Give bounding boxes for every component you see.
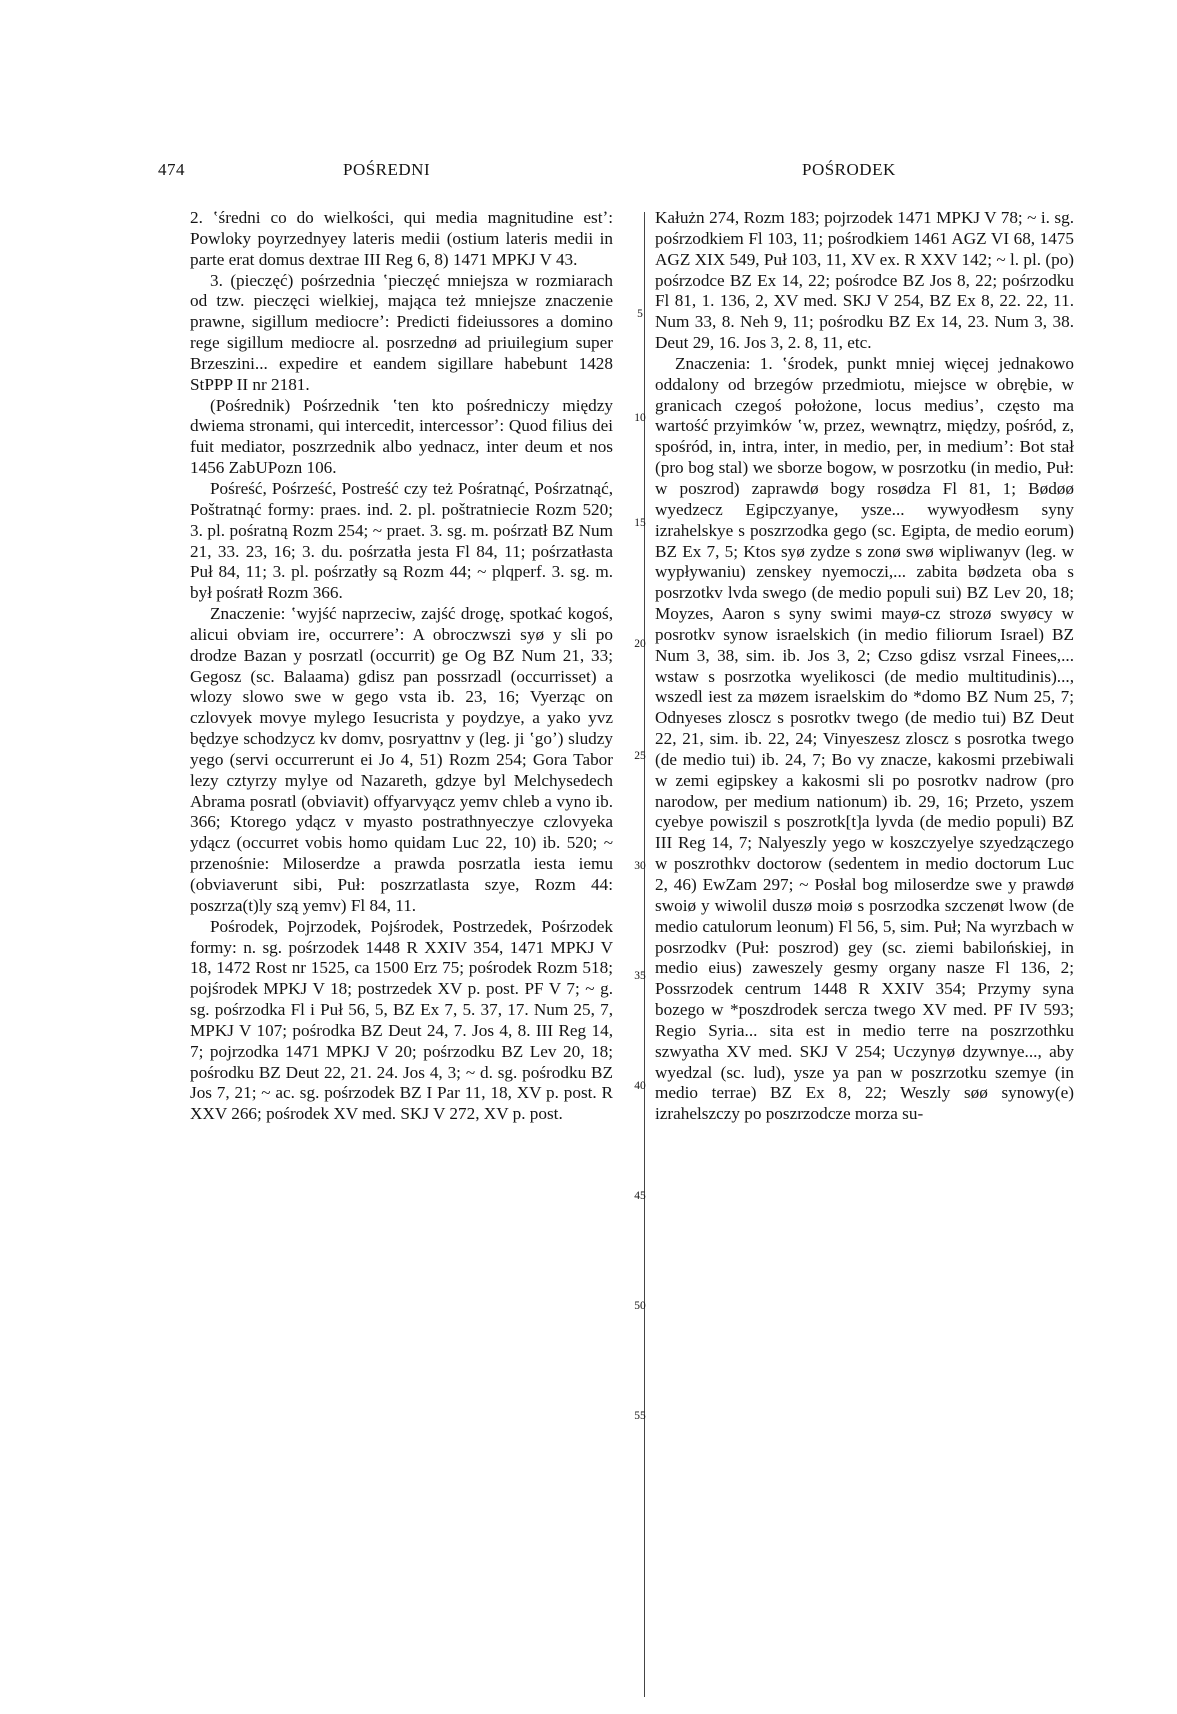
entry-paragraph: 2. ʽśredni co do wielkości, qui media magnitudine estʼ: Powloky poyrzednyey lateris medii (ostium lateris medii in parte erat domus dextrae III Reg 6, 8) 1471 MPKJ V 43. bbox=[190, 208, 613, 269]
column-divider bbox=[644, 212, 645, 1697]
entry-paragraph: (Pośrednik) Pośrzednik ʽten kto pośredniczy między dwiema stronami, qui intercedit, intercessorʼ: Quod filius dei fuit mediator, poszrzednik albo yednacz, inter deum et nos 1456 ZabUPozn 106. bbox=[190, 395, 613, 478]
entry-paragraph: 3. (pieczęć) pośrzednia ʽpieczęć mniejsza w rozmiarach od tzw. pieczęci wielkiej, mająca też mniejsze znaczenie prawne, sigillum mediocreʼ: Predicti fideiussores a domino rege sigillum mediocre al. posrzednø ad priuilegium super Brzeszini... expedire et eandem sigillare habebunt 1428 StPPP II nr 2181. bbox=[190, 270, 613, 394]
line-number: 50 bbox=[634, 1300, 646, 1312]
line-number: 5 bbox=[637, 308, 643, 320]
entry-paragraph: Znaczenia: 1. ʽśrodek, punkt mniej więcej jednakowo oddalony od brzegów przedmiotu, miejsce w obrębie, w granicach czegoś położone, locus mediusʼ, często ma wartość przyimków ʽw, przez, wewnątrz, między, pośród, z, spośród, in, intra, inter, in medio, per, in mediumʼ: Bot stał (pro bog stal) we sborze bogow, w posrzotku (in medio, Puł: w poszrod) zaprawdø bogy rosødza Fl 81, 1; Bødøø wyedzecz Egipczyanye, ysze... wywyodłesm syny izrahelskye s poszrzodka gego (sc. Egipta, de medio eorum) BZ Ex 7, 5; Ktos syø zydze s zonø swø wiplіwanyv (leg. w wypływaniu) zenskey nyemoczi,... zabita bødzeta oba s posrzotkv lvda swego (de medio populi sui) BZ Lev 20, 18; Moyzes, Aaron s syny swimi mayø-cz strozø swyøcy w posrotkv synow israelskich (in medio filiorum Israel) BZ Num 3, 38, sim. ib. Jos 3, 2; Czso gdisz vsrzal Finees,... wstaw s posrzotka wyelikosci (de medio multitudinis)..., wszedl iest za møzem israelskim do *domo BZ Num 25, 7; Odnyeses zlosсz s posrotkv twego (de medio tui) BZ Deut 22, 21, sim. ib. 22, 24; Vinyeszesz zlosсz s posrotka twego (de medio tui) ib. 24, 7; Bo vy znacze, kakosmi przebiwali w zemi egipskey a kakosmi sli po posrotkv nadrow (pro narodow, per medium nationum) ib. 29, 16; Przeto, yszem cyebye powiszil s poszrotk[t]a lyvda (de medio populi) BZ III Reg 14, 7; Nalyeszly yego w koszczyelye szyedzączego w poszrothkv doctorow (sedentem in medio doctorum Luc 2, 46) EwZam 297; ~ Posłal bog miloserdze swe y prawdø swoiø y wiwolil duszø moiø s posrzodka szczenøt lwow (de medio catulorum leonum) Fl 56, 5, sim. Puł; Na wyrzbach w posrzodkv (Puł: poszrod) gey (sc. ziemi babilońskiej, in medio eius) zaweszely gesmy organy nasze Fl 136, 2; Possrzodek centrum 1448 R XXIV 354; Przymy syna bozego w *poszdrodek sercza twego XV med. PF IV 593; Regio Syria... sita est in medio terre na poszrzothku szwyatha XV med. SKJ V 254; Uczynyø dzywnye..., aby wyedzal (sc. lud), ysze ya pan w poszrzotku szemye (in medio terrae) BZ Ex 8, 22; Weszly søø synowy(e) izrahelszczy po poszrzodcze morza su- bbox=[655, 353, 1074, 1124]
right-running-head: POŚRODEK bbox=[802, 160, 896, 179]
page-number: 474 bbox=[158, 160, 185, 179]
line-number: 30 bbox=[634, 860, 646, 872]
entry-paragraph: Kałużn 274, Rozm 183; pojrzodek 1471 MPKJ V 78; ~ i. sg. pośrzodkiem Fl 103, 11; pośrodkiem 1461 AGZ VI 68, 1475 AGZ XIX 549, Puł 103, 11, XV ex. R XXV 142; ~ l. pl. (po) pośrzodce BZ Ex 14, 22; pośrodce BZ Jos 8, 22; pośrzodku Fl 81, 1. 136, 2, XV med. SKJ V 254, BZ Ex 8, 22. 22, 11. Num 33, 8. Neh 9, 11; pośrodku BZ Ex 14, 23. Num 3, 38. Deut 29, 16. Jos 3, 2. 8, 11, etc. bbox=[655, 208, 1074, 353]
left-column bbox=[190, 208, 613, 1708]
entry-paragraph: Pośrodek, Pojrzodek, Pojśrodek, Postrzedek, Pośrzodek formy: n. sg. pośrzodek 1448 R XXIV 354, 1471 MPKJ V 18, 1472 Rost nr 1525, ca 1500 Erz 75; pośrodek Rozm 518; pojśrodek MPKJ V 18; postrzedek XV p. post. PF V 7; ~ g. sg. pośrzodka Fl i Puł 56, 5, BZ Ex 7, 5. 37, 17. Num 25, 7, MPKJ V 107; pośrodka BZ Deut 24, 7. Jos 4, 8. III Reg 14, 7; pojrzodka 1471 MPKJ V 20; pośrzodku BZ Lev 20, 18; pośrodku BZ Deut 22, 21. 24. Jos 4, 3; ~ d. sg. pośrodku BZ Jos 7, 21; ~ ac. sg. pośrzodek BZ I Par 11, 18, XV p. post. R XXV 266; pośrodek XV med. SKJ V 272, XV p. post. bbox=[190, 916, 613, 1124]
line-number: 40 bbox=[634, 1080, 646, 1092]
line-number: 55 bbox=[634, 1410, 646, 1422]
line-number: 45 bbox=[634, 1190, 646, 1202]
right-column bbox=[655, 208, 1074, 1708]
entry-paragraph: Pośreść, Pośrześć, Postreść czy też Pośratnąć, Pośrzatnąć, Poštratnąć formy: praes. ind. 2. pl. poštratniecie Rozm 520; 3. pl. pośratną Rozm 254; ~ praet. 3. sg. m. pośrzatł BZ Num 21, 33. 23, 16; 3. du. pośrzatła jesta Fl 84, 11; pośrzatłasta Puł 84, 11; 3. pl. pośrzatły są Rozm 44; ~ plqperf. 3. sg. m. był pośratł Rozm 366. bbox=[190, 478, 613, 603]
line-number: 15 bbox=[634, 517, 646, 529]
line-number: 10 bbox=[634, 412, 646, 424]
entry-paragraph: Znaczenie: ʽwyjść naprzeciw, zajść drogę, spotkać kogoś, alicui obviam ire, occurrereʼ: A obroczwszi syø y sli po drodze Bazan y posrzatl (occurrit) ge Og BZ Num 21, 33; Gegosz (sc. Balaama) gdisz pan possrzadl (occurrisset) a wlozy slowo swe w gego vsta ib. 23, 16; Vyerząc on czlovyek movye mylego Iesucrista y poydzye, a yako yvz będzye schodzycz kv domv, posryattnv y (leg. ji ʽgoʼ) sludzy yego (servi occurrerunt ei Jo 4, 51) Rozm 254; Gora Tabor lezy cztyrzy mylye od Nazareth, gdzye byl Melchysedech Abrama posratl (obviavit) offyarvyącz yemv chleb a vyno ib. 366; Ktorego ydącz v myasto postrathnyeczye czlovyeka ydącz (occurret vobis homo quidam Luc 22, 10) ib. 520; ~ przenośnie: Miloserdze a prawda posrzatla iesta iemu (obviaverunt sibi, Puł: poszrzatlasta szye, Rozm 44: poszrza(t)ly szą yemv) Fl 84, 11. bbox=[190, 604, 613, 915]
line-number: 20 bbox=[634, 638, 646, 650]
line-number: 35 bbox=[634, 970, 646, 982]
left-running-head: POŚREDNI bbox=[343, 160, 431, 179]
line-number: 25 bbox=[634, 750, 646, 762]
